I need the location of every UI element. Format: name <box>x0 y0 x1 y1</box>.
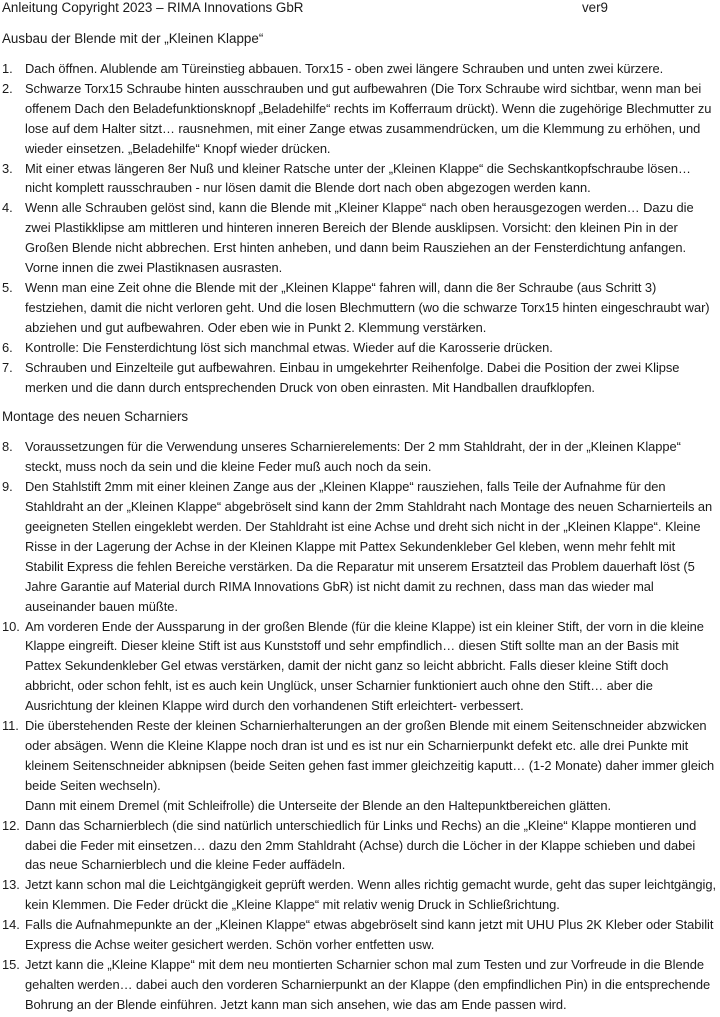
step-number: 10. <box>2 618 20 634</box>
step-number: 2. <box>2 80 13 96</box>
instruction-step <box>2 875 716 915</box>
step-number: 1. <box>2 61 13 76</box>
step-text <box>25 816 716 876</box>
instruction-step <box>2 816 716 876</box>
instruction-step <box>2 915 716 955</box>
step-number: 4. <box>2 200 13 216</box>
step-text-main: Jetzt kann schon mal die Leichtgängigkeit geprüft werden. Wenn alles richtig gemacht wurde, geht das super leichtgängig, kein Klemmen. Die Feder drückt die „Kleine Klappe“ mit relativ wenig Druck in Schließrichtung. <box>25 877 716 913</box>
instruction-step <box>2 198 716 278</box>
step-text <box>25 915 716 955</box>
step-text-main: Dach öffnen. Alublende am Türeinstieg abbauen. Torx15 - oben zwei längere Schrauben und unten zwei kürzere. <box>25 61 664 76</box>
instruction-step <box>2 79 716 159</box>
step-number: 3. <box>2 160 13 176</box>
step-text-main: Kontrolle: Die Fensterdichtung löst sich manchmal etwas. Wieder auf die Karosserie drücken. <box>25 339 553 355</box>
step-text <box>25 716 716 816</box>
step-text-main: Dann das Scharnierblech (die sind natürlich unterschiedlich für Links und Rechs) an die „Kleine“ Klappe montieren und dabei die Feder mit einsetzen… dazu den 2mm Stahldraht (Achse) durch die Löcher in der Klappe schieben und dabei das neue Scharnierblech und die kleine Feder auffädeln. <box>25 817 697 873</box>
page-header <box>2 0 716 17</box>
step-text-main: Voraussetzungen für die Verwendung unseres Scharnierelements: Der 2 mm Stahldraht, der in der „Kleinen Klappe“ steckt, muss noch da sein und die kleine Feder muß auch noch da sein. <box>25 439 681 475</box>
step-text-main: Falls die Aufnahmepunkte an der „Kleinen Klappe“ etwas abgebröselt sind kann jetzt mit UHU Plus 2K Kleber oder Stabilit Express die Achse weiter gesichert werden. Schön vorher entfetten usw. <box>25 917 714 953</box>
step-text <box>25 875 716 915</box>
instruction-list-ausbau <box>2 59 716 397</box>
step-text-main: Den Stahlstift 2mm mit einer kleinen Zange aus der „Kleinen Klappe“ rausziehen, falls Teile der Aufnahme für den Stahldraht an der „Kleinen Klappe“ abgebröselt sind kann der 2mm Stahldraht nach Montage des neuen Scharnierteils an geeigneten Stellen eingeklebt werden. Der Stahldraht ist eine Achse und dreht sich nicht in der „Kleinen Klappe“. Kleine Risse in der Lagerung der Achse in der Kleinen Klappe mit Pattex Sekundenkleber Gel kleben, wenn mehr fehlt mit Stabilit Express die fehlen Bereiche verstärken. Da die Reparatur mit unserem Ersatzteil das Problem dauerhaft löst (5 Jahre Garantie auf Material durch RIMA Innovations GbR) ist nicht damit zu rechnen, dass man das wieder mal auseinander bauen müßte. <box>25 479 713 614</box>
step-number: 15. <box>2 956 20 972</box>
section-heading-ausbau: Ausbau der Blende mit der „Kleinen Klappe“ <box>2 31 264 46</box>
instruction-step <box>2 278 716 338</box>
step-text-main: Wenn man eine Zeit ohne die Blende mit der „Kleinen Klappe“ fahren will, dann die 8er Schraube (aus Schritt 3) festziehen, damit die nicht verloren geht. Und die losen Blechmuttern (wo die schwarze Torx15 hinten eingeschraubt war) abziehen und gut aufbewahren. Oder eben wie in Punkt 2. Klemmung verstärken. <box>25 279 710 335</box>
step-text-main: Jetzt kann die „Kleine Klappe“ mit dem neu montierten Scharnier schon mal zum Testen und zur Vorfreude in die Blende gehalten werden… dabei auch den vorderen Scharnierpunkt an der Klappe (den empfindlichen Pin) in die entsprechende Bohrung an der Blende einführen. Jetzt kann man sich ansehen, wie das am Ende passen wird. <box>25 956 711 1012</box>
instruction-step <box>2 955 716 1015</box>
step-text-main: Am vorderen Ende der Aussparung in der großen Blende (für die kleine Klappe) ist ein kleiner Stift, der vorn in die kleine Klappe eingreift. Dieser kleine Stift ist aus Kunststoff und sehr empfindlich… diesen Stift sollte man an der Basis mit Pattex Sekundenkleber Gel etwas verstärken, damit der nicht ganz so leicht abbricht. Falls dieser kleine Stift doch abbricht, oder schon fehlt, ist es auch kein Unglück, unser Scharnier funktioniert auch ohne den Stift… aber die Ausrichtung der kleinen Klappe wird durch den vorhandenen Stift erleichtert- verbessert. <box>25 618 704 714</box>
step-text-main: Schwarze Torx15 Schraube hinten ausschrauben und gut aufbewahren (Die Torx Schraube wird sichtbar, wenn man bei offenem Dach den Beladefunktionsknopf „Beladehilfe“ rechts im Kofferraum drückt). Wenn die zugehörige Blechmutter zu lose auf dem Halter sitzt… rausnehmen, mit einer Zange etwas zusammendrücken, um die Klemmung zu erhöhen, und wieder einsetzen. „Beladehilfe“ Knopf wieder drücken. <box>25 80 712 156</box>
step-text <box>25 79 716 159</box>
instruction-step <box>2 437 716 477</box>
step-text <box>25 59 716 79</box>
step-text <box>25 198 716 278</box>
step-number: 8. <box>2 439 13 455</box>
step-number: 7. <box>2 359 13 375</box>
instruction-step <box>2 338 716 358</box>
instruction-step <box>2 358 716 398</box>
step-number: 5. <box>2 279 13 295</box>
instruction-step <box>2 59 716 79</box>
step-number: 14. <box>2 917 20 933</box>
instruction-step <box>2 159 716 199</box>
step-text <box>25 437 716 477</box>
step-text <box>25 477 716 616</box>
step-number: 12. <box>2 817 20 833</box>
step-text <box>25 338 716 358</box>
instruction-list-montage <box>2 437 716 1014</box>
step-text <box>25 159 716 199</box>
step-number: 6. <box>2 339 13 355</box>
step-text <box>25 358 716 398</box>
section-heading-montage: Montage des neuen Scharniers <box>2 409 189 425</box>
step-number: 11. <box>2 718 19 734</box>
step-text <box>25 278 716 338</box>
header-copyright: Anleitung Copyright 2023 – RIMA Innovations GbR <box>2 0 304 15</box>
step-number: 13. <box>2 877 20 893</box>
step-text <box>25 955 716 1015</box>
step-text-main: Mit einer etwas längeren 8er Nuß und kleiner Ratsche unter der „Kleinen Klappe“ die Sechskantkopfschraube lösen… nicht komplett rausschrauben - nur lösen damit die Blende dort nach oben abgezogen werden kann. <box>25 160 691 196</box>
instruction-step <box>2 716 716 816</box>
header-version: ver9 <box>581 0 608 15</box>
step-number: 9. <box>2 479 13 495</box>
instruction-step <box>2 477 716 616</box>
step-text-main: Wenn alle Schrauben gelöst sind, kann die Blende mit „Kleiner Klappe“ nach oben herausgezogen werden… Dazu die zwei Plastikklipse am mittleren und hinteren inneren Bereich der Blende ausklipsen. Vorsicht: den kleinen Pin in der Großen Blende nicht abbrechen. Erst hinten anheben, und dann beim Rausziehen an der Fensterdichtung anfangen. Vorne innen die zwei Plastiknasen ausrasten. <box>25 200 694 276</box>
step-text-main: Die überstehenden Reste der kleinen Scharnierhalterungen an der großen Blende mit einem Seitenschneider abzwicken oder absägen. Wenn die Kleine Klappe noch dran ist und es ist nur ein Scharnierpunkt defekt etc. alle drei Punkte mit kleinem Seitenschneider abknipsen (beide Seiten gehen fast immer gleichzeitig kaputt… (1-2 Monate) daher immer gleich beide Seiten wechseln). <box>25 718 715 793</box>
step-text <box>25 617 716 717</box>
step-text-continuation: Dann mit einem Dremel (mit Schleifrolle) die Unterseite der Blende an den Haltepunktbereichen glätten. <box>25 797 612 813</box>
instruction-step <box>2 617 716 717</box>
step-text-main: Schrauben und Einzelteile gut aufbewahren. Einbau in umgekehrter Reihenfolge. Dabei die Position der zwei Klipse merken und die dann durch entsprechenden Druck von oben einrasten. Mit Handballen draufklopfen. <box>25 359 680 395</box>
